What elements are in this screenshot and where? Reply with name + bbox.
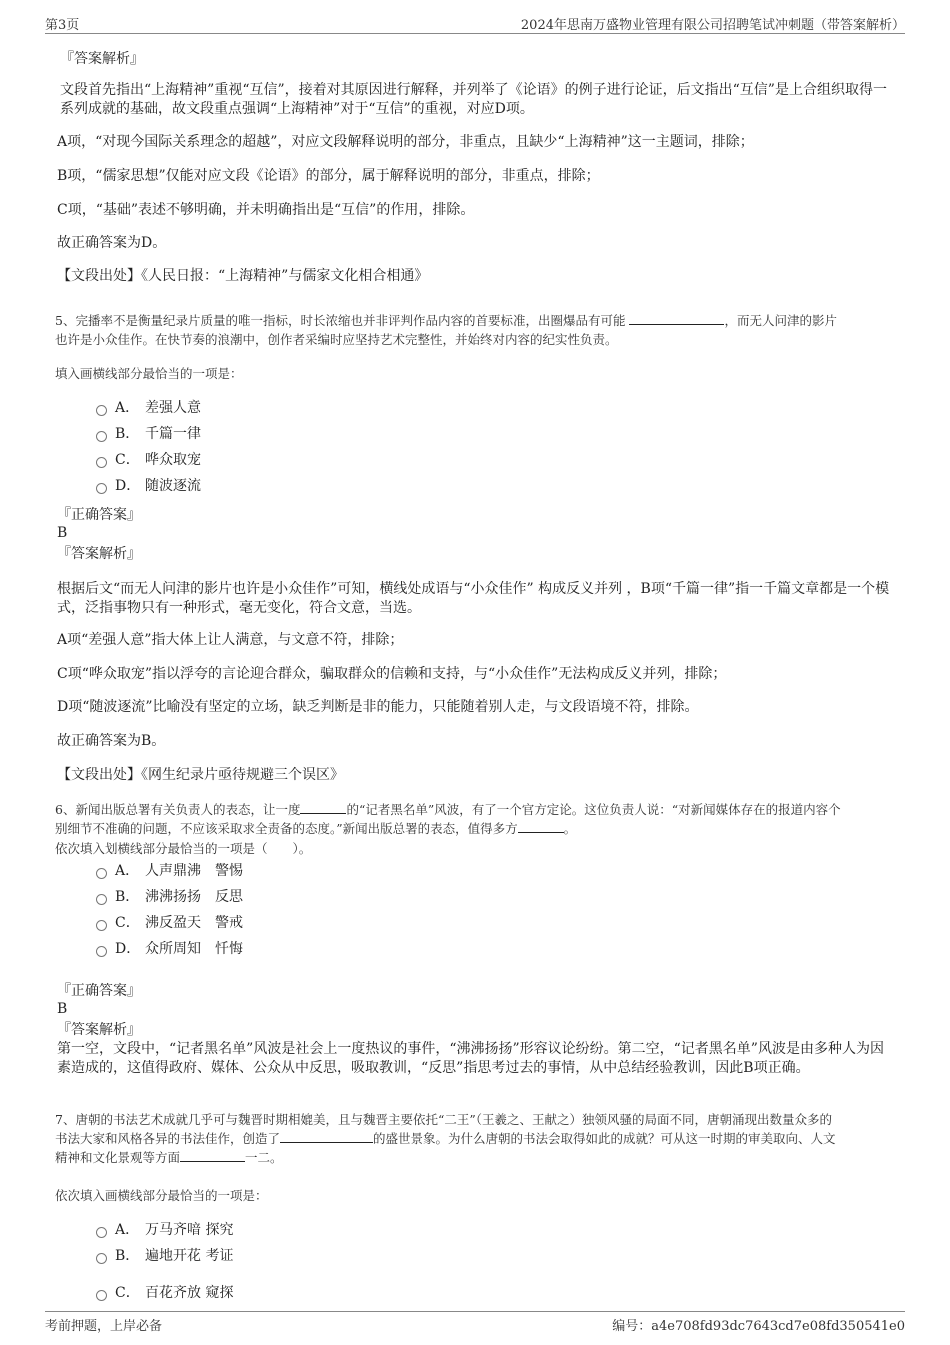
q7-stem-part-4: 精神和文化景观等方面 [55,1150,181,1165]
q6-option-c[interactable]: C． 沸反盈天 警戒 [96,913,243,933]
radio-icon[interactable] [96,457,107,468]
footer-divider [45,1311,905,1312]
radio-icon[interactable] [96,1227,107,1238]
q5-option-b[interactable]: B． 千篇一律 [96,424,201,444]
q5-blank [629,311,724,325]
q5-answer: B [57,525,68,541]
q5-conclusion: 故正确答案为B。 [57,733,166,749]
q5-source: 【文段出处】《网生纪录片亟待规避三个误区》 [57,767,344,783]
q6-option-d[interactable]: D． 众所周知 忏悔 [96,939,243,959]
radio-icon[interactable] [96,920,107,931]
q6-analysis-label: 『答案解析』 [57,1022,141,1038]
radio-icon[interactable] [96,1253,107,1264]
q7-blank-2 [180,1148,245,1162]
radio-icon[interactable] [96,894,107,905]
q6-option-b[interactable]: B． 沸沸扬扬 反思 [96,887,243,907]
q5-stem-part-3: 也许是小众佳作。在快节奏的浪潮中，创作者采编时应坚持艺术完整性，并始终对内容的纪实性负责。 [55,332,618,347]
q6-stem [55,800,890,838]
q5-prompt: 填入画横线部分最恰当的一项是： [55,366,243,381]
q7-option-a[interactable]: A． 万马齐喑 探究 [96,1220,233,1240]
q5-option-c-explanation: C项“哗众取宠”指以浮夸的言论迎合群众，骗取群众的信赖和支持，与“小众佳作”无法构成反义并列，排除； [57,666,727,682]
radio-icon[interactable] [96,1290,107,1301]
q7-prompt: 依次填入画横线部分最恰当的一项是： [55,1188,268,1203]
q7-stem-part-5: 一二。 [245,1150,283,1165]
q6-stem-part-4: 。 [563,821,577,836]
q4-analysis-label: 『答案解析』 [60,51,144,67]
q6-stem-part-1: 6、新闻出版总署有关负责人的表态，让一度 [55,802,301,817]
q5-option-d[interactable]: D． 随波逐流 [96,476,201,496]
q7-stem-part-2: 书法大家和风格各异的书法佳作，创造了 [55,1131,281,1146]
q4-option-a-explanation: A项，“对现今国际关系理念的超越”，对应文段解释说明的部分，非重点，且缺少“上海精神”这一主题词，排除； [57,134,754,150]
q6-answer-label: 『正确答案』 [57,983,141,999]
q4-source: 【文段出处】《人民日报：“上海精神”与儒家文化相合相通》 [57,268,429,284]
document-code: 编号：a4e708fd93dc7643cd7e08fd350541e0 [612,1319,905,1334]
document-title: 2024年思南万盛物业管理有限公司招聘笔试冲刺题（带答案解析） [520,18,905,33]
q4-conclusion: 故正确答案为D。 [57,235,167,251]
q4-option-b-explanation: B项，“儒家思想”仅能对应文段《论语》的部分，属于解释说明的部分，非重点，排除； [57,168,600,184]
q7-blank-1 [280,1129,373,1143]
q4-analysis-text: 文段首先指出“上海精神”重视“互信”，接着对其原因进行解释，并列举了《论语》的例子进行论证，后文指出“互信”是上合组织取得一系列成就的基础，故文段重点强调“上海精神”对于“互信”的重视，对应D项。 [60,82,887,117]
footer-slogan: 考前押题，上岸必备 [45,1319,163,1334]
q6-blank-2 [518,819,564,833]
q5-option-d-explanation: D项“随波逐流”比喻没有坚定的立场，缺乏判断是非的能力，只能随着别人走，与文段语境不符，排除。 [57,699,699,715]
q6-stem-part-2: 的“记者黑名单”风波，有了一个官方定论。这位负责人说：“对新闻媒体存在的报道内容个 [346,802,841,817]
q4-option-c-explanation: C项，“基础”表述不够明确，并未明确指出是“互信”的作用，排除。 [57,202,475,218]
page-number: 第3页 [45,18,80,33]
q6-answer: B [57,1001,68,1017]
q5-option-c[interactable]: C． 哗众取宠 [96,450,201,470]
q6-prompt: 依次填入划横线部分最恰当的一项是（ ）。 [55,841,312,856]
q6-analysis-text: 第一空，文段中，“记者黑名单”风波是社会上一度热议的事件，“沸沸扬扬”形容议论纷纷。第二空，“记者黑名单”风波是由多种人为因素造成的，这值得政府、媒体、公众从中反思，吸取教训，“反思”指思考过去的事情，从中总结经验教训，因此B项正确。 [57,1041,884,1076]
q7-stem-part-1: 7、唐朝的书法艺术成就几乎可与魏晋时期相媲美，且与魏晋主要依托“二王”（王羲之、王献之）独领风骚的局面不同，唐朝涌现出数量众多的 [55,1112,832,1127]
q6-blank-1 [300,800,346,814]
radio-icon[interactable] [96,405,107,416]
q5-analysis-label: 『答案解析』 [57,546,141,562]
q5-stem [55,311,890,349]
q5-answer-label: 『正确答案』 [57,507,141,523]
q7-option-c[interactable]: C． 百花齐放 窥探 [96,1283,233,1303]
q6-option-a[interactable]: A． 人声鼎沸 警惕 [96,861,243,881]
q7-option-b[interactable]: B． 遍地开花 考证 [96,1246,233,1266]
radio-icon[interactable] [96,946,107,957]
radio-icon[interactable] [96,431,107,442]
q5-option-a-explanation: A项“差强人意”指大体上让人满意，与文意不符，排除； [57,632,404,648]
header-divider [45,33,905,34]
q5-option-a[interactable]: A． 差强人意 [96,398,201,418]
q5-stem-part-2: ，而无人问津的影片 [724,313,837,328]
radio-icon[interactable] [96,868,107,879]
q5-analysis-text: 根据后文“而无人问津的影片也许是小众佳作”可知，横线处成语与“小众佳作” 构成反义并列 ，B项“千篇一律”指一千篇文章都是一个模式，泛指事物只有一种形式，毫无变化，符合文意，当选。 [57,581,890,616]
q7-stem [55,1110,895,1167]
q5-stem-part-1: 5、完播率不是衡量纪录片质量的唯一指标，时长浓缩也并非评判作品内容的首要标准，出圈爆品有可能 [55,313,626,328]
radio-icon[interactable] [96,483,107,494]
q6-stem-part-3: 别细节不准确的问题，不应该采取求全责备的态度。”新闻出版总署的表态，值得多方 [55,821,518,836]
q7-stem-part-3: 的盛世景象。为什么唐朝的书法会取得如此的成就？可从这一时期的审美取向、人文 [373,1131,836,1146]
